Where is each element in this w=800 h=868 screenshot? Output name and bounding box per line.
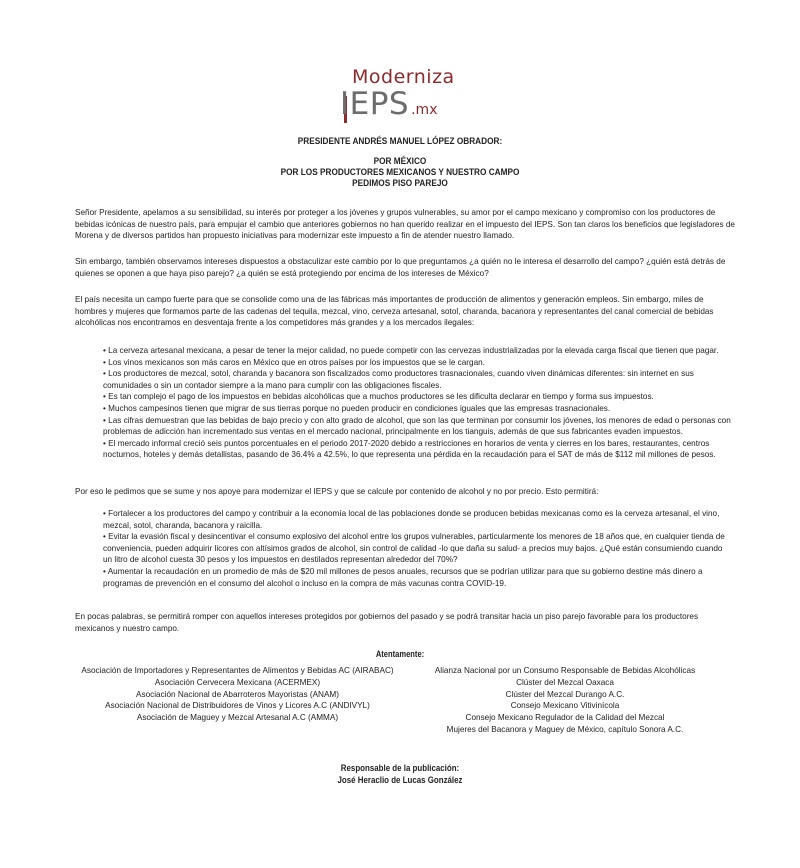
- bullet-item: • El mercado informal creció seis puntos porcentuales en el periodo 2017-2020 debido a restricciones en horarios de venta y cierres en los bares, restaurantes, centros nocturnos, hoteles y demás detallistas, pasando de 36.4% a 42.5%, lo que representa una pérdida en la recaudación para el SAT de más de $112 mil millones de pesos.: [103, 438, 716, 460]
- signatory-name: Alianza Nacional por un Consumo Responsable de Bebidas Alcohólicas: [434, 666, 696, 675]
- paragraph-2: [75, 256, 735, 279]
- signatory-name: Asociación Nacional de Distribuidores de Vinos y Licores A.C (ANDIVYL): [105, 701, 370, 711]
- responsable-name: José Heraclio de Lucas González: [337, 775, 463, 785]
- signatory-name: Consejo Mexicano Vitivinícola: [510, 701, 620, 711]
- paragraph-3: [75, 294, 735, 329]
- bullet-item: • Los vinos mexicanos son más caros en México que en otros países por los impuestos que se le cargan.: [103, 357, 485, 367]
- signatory-name: Clúster del Mezcal Durango A.C.: [505, 689, 625, 699]
- signatory-name: Mujeres del Bacanora y Maguey de México, capítulo Sonora A.C.: [446, 724, 684, 734]
- signatures-heading: Atentamente:: [375, 649, 425, 659]
- bullet-item: • Fortalecer a los productores del campo y contribuir a la economía local de las poblaciones donde se producen bebidas mexicanas como es la cerveza artesanal, el vino, mezcal, sotol, charanda, bacanora y raicilla.: [103, 509, 720, 530]
- logo-bottom-text: [340, 86, 437, 122]
- paragraph-3-text: El país necesita un campo fuerte para que se consolide como una de las fábricas más importantes de producción de alimentos y generación empleos. Sin embargo, miles de hombres y mujeres que formamos parte de las cadenas del tequila, mezcal, vino, cerveza artesanal, sotol, charanda, bacanora y representantes del canal comercial de bebidas alcohólicas nos encontramos en desventaja frente a los competidores más grandes y a los mercados ilegales:: [75, 295, 714, 328]
- paragraph-5: [75, 611, 735, 634]
- problems-bullet-list: [103, 345, 733, 461]
- moderniza-ieps-logo: [340, 66, 464, 128]
- logo-ext-text: .mx: [411, 102, 438, 118]
- benefits-bullet-list: [103, 508, 733, 589]
- bullet-item: • Los productores de mezcal, sotol, charanda y bacanora son fiscalizados como productores trasnacionales, cuando viven dinámicas diferentes: sin internet en sus comunidades o sin un contador siempre a la mano para cumplir con las obligaciones fiscales.: [103, 369, 694, 390]
- title-line-3: PEDIMOS PISO PAREJO: [352, 178, 448, 189]
- signatory-name: Asociación Cervecera Mexicana (ACERMEX): [154, 677, 321, 687]
- bullet-item: • Muchos campesinos tienen que migrar de sus tierras porque no pueden producir en condiciones iguales que las empresas trasnacionales.: [103, 403, 611, 413]
- signatories-left-column: [75, 665, 400, 724]
- bullet-item: • Las cifras demuestran que las bebidas de bajo precio y con alto grado de alcohol, que son las que terminan por consumir los jóvenes, los menores de edad o personas con problemas de adicción han incrementado sus ventas en el mercado nacional, principalmente en los tianguis, además de que sus fabricantes evaden impuestos.: [103, 415, 731, 437]
- paragraph-4-text: Por eso le pedimos que se sume y nos apoye para modernizar el IEPS y que se calcule por contenido de alcohol y no por precio. Esto permitirá:: [75, 487, 599, 496]
- bullet-item: • Es tan complejo el pago de los impuestos en bebidas alcohólicas que a muchos productores se les dificulta declarar en tiempo y forma sus impuestos.: [103, 392, 654, 402]
- paragraph-5-text: En pocas palabras, se permitirá romper con aquellos intereses protegidos por gobiernos del pasado y se podrá transitar hacia un piso parejo favorable para los productores mexicanos y nuestro campo.: [75, 612, 699, 633]
- logo-main-text: IEPS: [340, 86, 410, 122]
- signatory-name: Asociación Nacional de Abarroteros Mayoristas (ANAM): [136, 689, 339, 699]
- paragraph-2-text: Sin embargo, también observamos intereses dispuestos a obstaculizar este cambio por lo que preguntamos ¿a quién no le interesa el desarrollo del campo? ¿quién está detrás de quienes se oponen a que haya piso parejo? ¿a quién se está protegiendo por encima de los intereses de México?: [75, 257, 726, 278]
- addressee-heading: PRESIDENTE ANDRÉS MANUEL LÓPEZ OBRADOR:: [297, 136, 503, 147]
- paragraph-1-text: Señor Presidente, apelamos a su sensibilidad, su interés por proteger a los jóvenes y grupos vulnerables, su amor por el campo mexicano y compromiso con los productores de bebidas icónicas de nuestro país, para empujar el cambio que anteriores gobiernos no han querido realizar en el impuesto del IEPS. Son tan claros los beneficios que legisladores de Morena y de diversos partidos han propuesto iniciativas para modernizar este impuesto a fin de atender nuestro llamado.: [75, 208, 735, 241]
- bullet-item: • Aumentar la recaudación en un promedio de más de $20 mil millones de pesos anuales, recursos que se podrían utilizar para que su gobierno destine más dinero a programas de prevención en el consumo del alcohol o incluso en la compra de más vacunas contra COVID-19.: [103, 566, 703, 588]
- signatory-name: Clúster del Mezcal Oaxaca: [516, 677, 614, 687]
- bullet-item: • Evitar la evasión fiscal y desincentivar el consumo explosivo del alcohol entre los grupos vulnerables, particularmente los menores de 18 años que, en cualquier tienda de conveniencia, pueden adquirir licores con altísimos grados de alcohol, sin control de calidad -lo que daña su salud- a precios muy bajos. ¿Qué están consumiendo cuando un litro de alcohol cuesta 30 pesos y los impuestos en destilados representan alrededor del 70%?: [103, 532, 725, 565]
- title-line-1: POR MÉXICO: [373, 156, 427, 167]
- paragraph-1: [75, 207, 735, 242]
- paragraph-4: [75, 486, 735, 498]
- responsable-label: Responsable de la publicación:: [340, 763, 460, 773]
- signatory-name: Asociación de Importadores y Representantes de Alimentos y Bebidas AC (AIRABAC): [81, 666, 394, 675]
- signatory-name: Asociación de Maguey y Mezcal Artesanal A.C (AMMA): [136, 713, 339, 723]
- signatories-right-column: [400, 665, 730, 736]
- logo-top-text: Moderniza: [352, 66, 455, 88]
- title-line-2: POR LOS PRODUCTORES MEXICANOS Y NUESTRO CAMPO: [280, 167, 520, 178]
- signatory-name: Consejo Mexicano Regulador de la Calidad del Mezcal: [465, 713, 665, 723]
- bullet-item: • La cerveza artesanal mexicana, a pesar de tener la mejor calidad, no puede competir con las cervezas industrializadas por la elevada carga fiscal que tienen que pagar.: [103, 346, 719, 355]
